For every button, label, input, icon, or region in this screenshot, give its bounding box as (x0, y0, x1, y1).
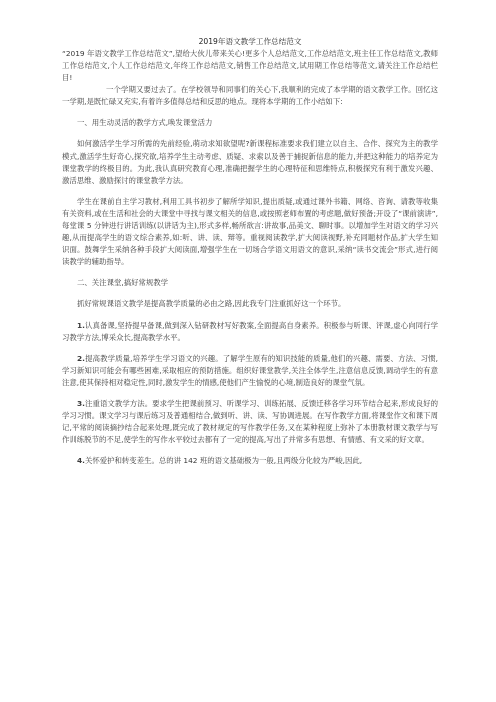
list-item-text: 提高教学质量,培养学生学习语文的兴趣。了解学生原有的知识技能的质量,他们的兴趣、需要、方法、习惯,学习新知识可能会有哪些困难,采取相应的预防措施。组织好课堂教学,关注全体学生,注意信息反馈,调动学生的有意注意,使其保持相对稳定性,同时,激发学生的情感,使他们产生愉悦的心境,制造良好的课堂气氛。 (62, 353, 438, 387)
list-item-text: 关怀爱护和转变差生。总的讲 142 班的语文基础极为一般,且两级分化较为严峻,因此, (84, 456, 363, 466)
list-item (62, 353, 438, 389)
list-item (62, 320, 438, 344)
section-1-paragraph-1: 如何激活学生学习所需的先前经验,萌动求知欲望呢?新课程标准要求我们建立以自主、合作、探究为主的教学模式,激活学生好奇心,探究欲,培养学生主动考虑、质疑、求索以及善于捕捉新信息的能力,并把这种能力的培养定为课堂教学的终极目的。为此,我认真研究教育心理,准确把握学生的心理特征和思维特点,积极探究有利于激发兴趣、激活思维、激励探讨的课堂教学方法。 (62, 139, 438, 185)
document-title: 2019年语文教学工作总结范文 (198, 37, 302, 46)
section-2-heading: 二、关注课堂,搞好常规教学 (77, 278, 169, 288)
list-item-text: 认真备课,坚持提早备课,做到深入钻研教材写好教案,全面提高自身素养。积极参与听课、评课,虚心向同行学习教学方法,博采众长,提高教学水平。 (62, 320, 438, 342)
list-item-number: 4. (77, 456, 85, 466)
list-item-text: 注重语文教学方法。要求学生把课前预习、听课学习、训练拓展、反馈迁移各学习环节结合起来,形成良好的学习习惯。课文学习与课后练习及普通相结合,做到听、讲、读、写协调进展。在写作教学方面,将课堂作文和课下周记,平常的阅读摘抄结合起来处理,既完成了教材规定的写作教学任务,又在某种程度上弥补了本册教材课文教学与写作训练脱节的不足,使学生的写作水平较过去都有了一定的提高,写出了并常多有思想、有情感、有文采的好文章。 (62, 398, 438, 445)
intro-paragraph: “2019 年语文教学工作总结范文”,望给大伙儿带来关心!更多个人总结范文,工作总结范文,班主任工作总结范文,教师工作总结范文,个人工作总结范文,年终工作总结范文,销售工作总结范文,试用期工作总结等范文,请关注工作总结栏目! (62, 49, 438, 83)
section-1-paragraph-2: 学生在课前自主学习教材,利用工具书初步了解所学知识,提出质疑,或通过课外书籍、网络、咨询、请教等收集有关资料,或在生活和社会的大课堂中寻找与课文相关的信息,或按照老师布置的考虑题,做好预备;开设了“课前演讲”,每堂课 5 分钟进行讲话训练(以讲话为主),形式多样,畅所欲言:讲故事,品美文、聊时事。以增加学生对语文的学习兴趣,从而提高学生的语文综合素养,如:听、讲、读、辩等。重视阅读教学,扩大阅读视野,补充同题材作品,扩大学生知识面。鼓舞学生采纳各种手段扩大阅读面,增强学生在一切场合学语文用语文的意识,采纳“读书交流会”形式,进行阅读教学的辅助指导。 (62, 196, 438, 267)
list-item-number: 1. (77, 320, 85, 330)
section-2-intro: 抓好常规课语文教学是提高教学质量的必由之路,因此我专门注重抓好这一个环节。 (77, 299, 346, 309)
list-item-number: 3. (77, 398, 85, 408)
list-item (62, 455, 438, 467)
section-1-heading: 一、用生动灵活的教学方式,唤发课堂活力 (77, 118, 213, 128)
list-item (62, 398, 438, 446)
list-item-number: 2. (77, 353, 85, 363)
opening-paragraph: 一个学期又要过去了。在学校领导和同事们的关心下,我顺利的完成了本学期的语文教学工作。回忆这一学期,是既忙碌又充实,有着许多值得总结和反思的地点。现将本学期的工作小结如下: (62, 85, 438, 107)
document-body (62, 36, 438, 467)
